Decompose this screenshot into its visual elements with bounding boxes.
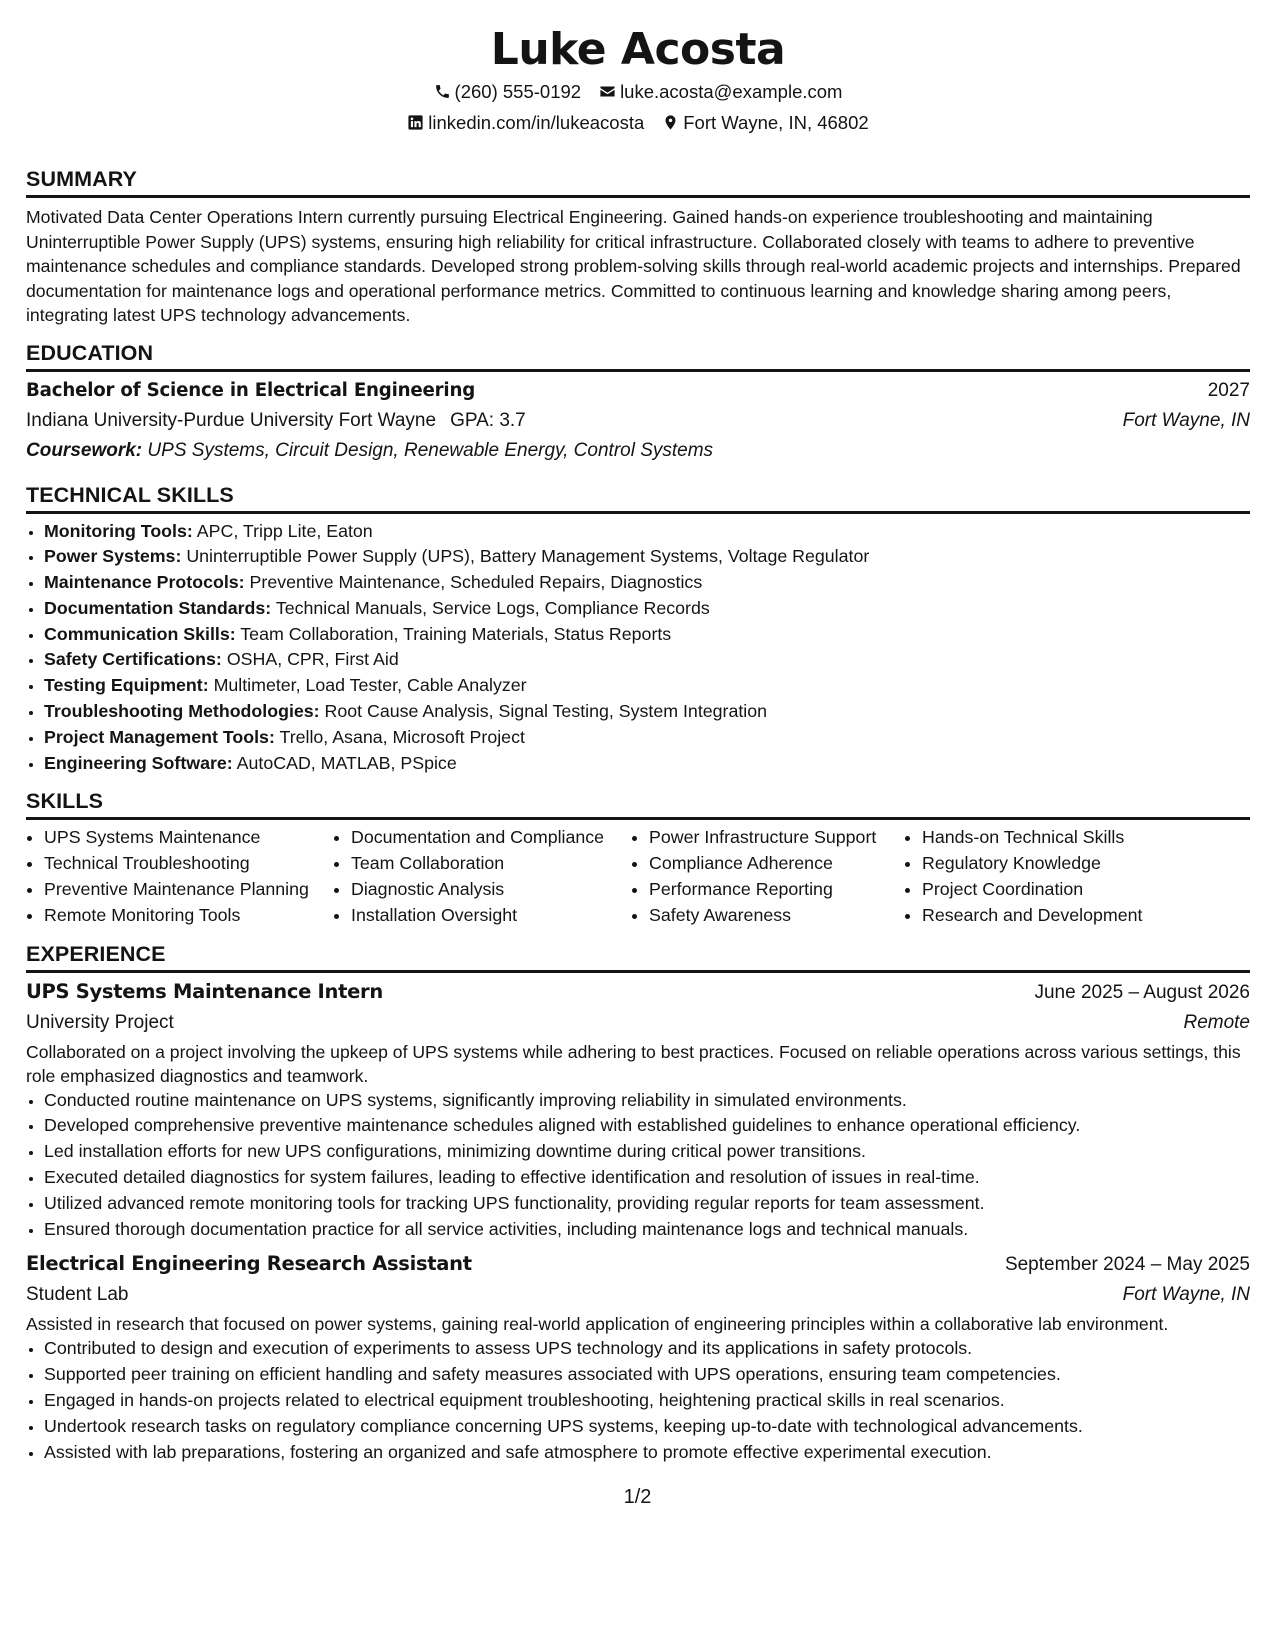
skills-heading: SKILLS bbox=[26, 788, 1250, 820]
skill-label: Troubleshooting Methodologies: bbox=[44, 701, 320, 722]
candidate-name: Luke Acosta bbox=[490, 24, 786, 75]
skill-value: Uninterruptible Power Supply (UPS), Battery Management Systems, Voltage Regulator bbox=[186, 546, 870, 567]
technical-skills-heading: TECHNICAL SKILLS bbox=[26, 482, 1250, 514]
list-item: • Power Infrastructure Support bbox=[649, 825, 904, 851]
linkedin-text: linkedin.com/in/lukeacosta bbox=[428, 112, 645, 133]
skill-label: Safety Certifications: bbox=[44, 649, 222, 670]
list-item: • Undertook research tasks on regulatory compliance concerning UPS systems, keeping up-to-date with technological advancements. bbox=[44, 1414, 1250, 1440]
job-organization: Student Lab bbox=[26, 1284, 129, 1306]
job-entry bbox=[26, 1248, 1250, 1465]
list-item: • Installation Oversight bbox=[351, 903, 631, 929]
location-text: Fort Wayne, IN, 46802 bbox=[683, 112, 869, 133]
coursework-label: Coursework: bbox=[26, 439, 143, 461]
list-item: • Assisted with lab preparations, fostering an organized and safe atmosphere to promote effective experimental execution. bbox=[44, 1440, 1250, 1466]
skills-grid bbox=[26, 825, 1250, 928]
contact-line-1 bbox=[26, 76, 1250, 107]
phone-icon bbox=[434, 83, 451, 100]
page-number: 1/2 bbox=[623, 1486, 652, 1508]
education-section bbox=[26, 340, 1250, 466]
skill-label: Power Systems: bbox=[44, 546, 182, 567]
job-dates: June 2025 – August 2026 bbox=[1034, 981, 1250, 1003]
skill-value: Root Cause Analysis, Signal Testing, System Integration bbox=[324, 701, 768, 722]
coursework-list: UPS Systems, Circuit Design, Renewable Energy, Control Systems bbox=[147, 439, 714, 461]
skill-value: OSHA, CPR, First Aid bbox=[226, 649, 399, 670]
school-name: Indiana University-Purdue University Fort Wayne bbox=[26, 409, 437, 431]
skill-value: Technical Manuals, Service Logs, Compliance Records bbox=[275, 597, 710, 618]
job-organization: University Project bbox=[26, 1011, 174, 1033]
list-item: • Diagnostic Analysis bbox=[351, 877, 631, 903]
gpa: GPA: 3.7 bbox=[450, 409, 526, 431]
skills-column-4 bbox=[904, 825, 1222, 928]
list-item bbox=[44, 596, 1250, 622]
list-item bbox=[44, 673, 1250, 699]
list-item: • Led installation efforts for new UPS configurations, minimizing downtime during critical power transitions. bbox=[44, 1139, 1250, 1165]
degree-title: Bachelor of Science in Electrical Engineering bbox=[26, 379, 476, 401]
skill-label: Maintenance Protocols: bbox=[44, 572, 245, 593]
list-item bbox=[44, 622, 1250, 648]
list-item: • Executed detailed diagnostics for system failures, leading to effective identification and resolution of issues in real-time. bbox=[44, 1165, 1250, 1191]
list-item: • Developed comprehensive preventive maintenance schedules aligned with established guidelines to enhance operational efficiency. bbox=[44, 1113, 1250, 1139]
summary-heading: SUMMARY bbox=[26, 166, 1250, 198]
list-item: • UPS Systems Maintenance bbox=[44, 825, 333, 851]
resume-page bbox=[26, 0, 1250, 1465]
skills-column-2 bbox=[333, 825, 631, 928]
job-bullets bbox=[26, 1336, 1250, 1465]
list-item: • Documentation and Compliance bbox=[351, 825, 631, 851]
school-info bbox=[26, 406, 526, 436]
skill-label: Documentation Standards: bbox=[44, 597, 272, 618]
job-title: UPS Systems Maintenance Intern bbox=[26, 979, 383, 1003]
list-item bbox=[44, 570, 1250, 596]
skill-label: Communication Skills: bbox=[44, 623, 236, 644]
list-item: • Performance Reporting bbox=[649, 877, 904, 903]
list-item: • Supported peer training on efficient handling and safety measures associated with UPS operations, ensuring team competencies. bbox=[44, 1362, 1250, 1388]
job-summary: Collaborated on a project involving the upkeep of UPS systems while adhering to best practices. Focused on reliable operations across various settings, this role emphasized diagnostics and teamwork. bbox=[26, 1041, 1241, 1086]
list-item: • Conducted routine maintenance on UPS systems, significantly improving reliability in simulated environments. bbox=[44, 1088, 1250, 1114]
experience-section bbox=[26, 941, 1250, 1466]
technical-skills-list bbox=[26, 519, 1250, 777]
linkedin-icon bbox=[407, 114, 424, 131]
contact-line-2 bbox=[26, 107, 1250, 138]
skill-value: AutoCAD, MATLAB, PSpice bbox=[236, 752, 457, 773]
email-contact[interactable] bbox=[599, 76, 842, 107]
list-item bbox=[44, 544, 1250, 570]
list-item: • Hands-on Technical Skills bbox=[922, 825, 1222, 851]
job-entry bbox=[26, 976, 1250, 1243]
job-dates: September 2024 – May 2025 bbox=[1004, 1254, 1250, 1276]
list-item: • Regulatory Knowledge bbox=[922, 851, 1222, 877]
list-item: • Preventive Maintenance Planning bbox=[44, 877, 333, 903]
school-row bbox=[26, 406, 1250, 436]
skills-column-1 bbox=[26, 825, 333, 928]
list-item: • Engaged in hands-on projects related to electrical equipment troubleshooting, heightening practical skills in real scenarios. bbox=[44, 1388, 1250, 1414]
job-org-row bbox=[26, 1008, 1250, 1038]
technical-skills-section bbox=[26, 482, 1250, 777]
job-location: Remote bbox=[1183, 1011, 1250, 1033]
skill-label: Engineering Software: bbox=[44, 752, 233, 773]
skill-value: Trello, Asana, Microsoft Project bbox=[279, 726, 525, 747]
job-summary: Assisted in research that focused on power systems, gaining real-world application of engineering principles within a collaborative lab environment. bbox=[26, 1314, 1169, 1335]
list-item: • Team Collaboration bbox=[351, 851, 631, 877]
list-item bbox=[44, 647, 1250, 673]
list-item: • Project Coordination bbox=[922, 877, 1222, 903]
job-org-row bbox=[26, 1280, 1250, 1310]
job-header-row bbox=[26, 976, 1250, 1008]
summary-text: Motivated Data Center Operations Intern currently pursuing Electrical Engineering. Gained hands-on experience troubleshooting and maintaining Uninterruptible Power Supply (UPS) systems, ensuring high reliability for critical infrastructure. Collaborated closely with teams to adhere to preventive maintenance schedules and compliance standards. Developed strong problem-solving skills through real-world academic projects and internships. Prepared documentation for maintenance logs and operational performance metrics. Committed to continuous learning and knowledge sharing among peers, integrating latest UPS technology advancements. bbox=[26, 207, 1241, 325]
list-item: • Remote Monitoring Tools bbox=[44, 903, 333, 929]
job-title: Electrical Engineering Research Assistant bbox=[26, 1252, 472, 1276]
job-header-row bbox=[26, 1248, 1250, 1280]
school-location: Fort Wayne, IN bbox=[1122, 409, 1250, 431]
skill-value: APC, Tripp Lite, Eaton bbox=[196, 520, 373, 541]
phone-contact bbox=[434, 76, 582, 107]
skill-value: Team Collaboration, Training Materials, Status Reports bbox=[240, 623, 672, 644]
list-item: • Utilized advanced remote monitoring tools for tracking UPS functionality, providing regular reports for team assessment. bbox=[44, 1191, 1250, 1217]
skill-label: Monitoring Tools: bbox=[44, 520, 193, 541]
job-location: Fort Wayne, IN bbox=[1122, 1284, 1250, 1306]
skill-label: Testing Equipment: bbox=[44, 675, 209, 696]
map-pin-icon bbox=[662, 114, 679, 131]
location-contact bbox=[662, 107, 868, 138]
list-item bbox=[44, 725, 1250, 751]
list-item: • Contributed to design and execution of experiments to assess UPS technology and its applications in safety protocols. bbox=[44, 1336, 1250, 1362]
skills-column-3 bbox=[631, 825, 904, 928]
linkedin-contact[interactable] bbox=[407, 107, 644, 138]
envelope-icon bbox=[599, 83, 616, 100]
skill-value: Preventive Maintenance, Scheduled Repairs, Diagnostics bbox=[249, 572, 703, 593]
graduation-year: 2027 bbox=[1207, 379, 1250, 401]
phone-text: (260) 555-0192 bbox=[454, 81, 582, 102]
list-item: • Ensured thorough documentation practice for all service activities, including maintenance logs and technical manuals. bbox=[44, 1217, 1250, 1243]
experience-heading: EXPERIENCE bbox=[26, 941, 1250, 973]
education-heading: EDUCATION bbox=[26, 340, 1250, 372]
list-item: • Research and Development bbox=[922, 903, 1222, 929]
list-item bbox=[44, 751, 1250, 777]
list-item: • Compliance Adherence bbox=[649, 851, 904, 877]
list-item: • Technical Troubleshooting bbox=[44, 851, 333, 877]
skill-label: Project Management Tools: bbox=[44, 726, 275, 747]
degree-row bbox=[26, 376, 1250, 406]
coursework bbox=[26, 436, 1250, 466]
skill-value: Multimeter, Load Tester, Cable Analyzer bbox=[213, 675, 527, 696]
list-item bbox=[44, 519, 1250, 545]
skills-section bbox=[26, 788, 1250, 928]
list-item bbox=[44, 699, 1250, 725]
summary-section bbox=[26, 166, 1250, 328]
job-bullets bbox=[26, 1088, 1250, 1243]
list-item: • Safety Awareness bbox=[649, 903, 904, 929]
email-text: luke.acosta@example.com bbox=[620, 81, 843, 102]
